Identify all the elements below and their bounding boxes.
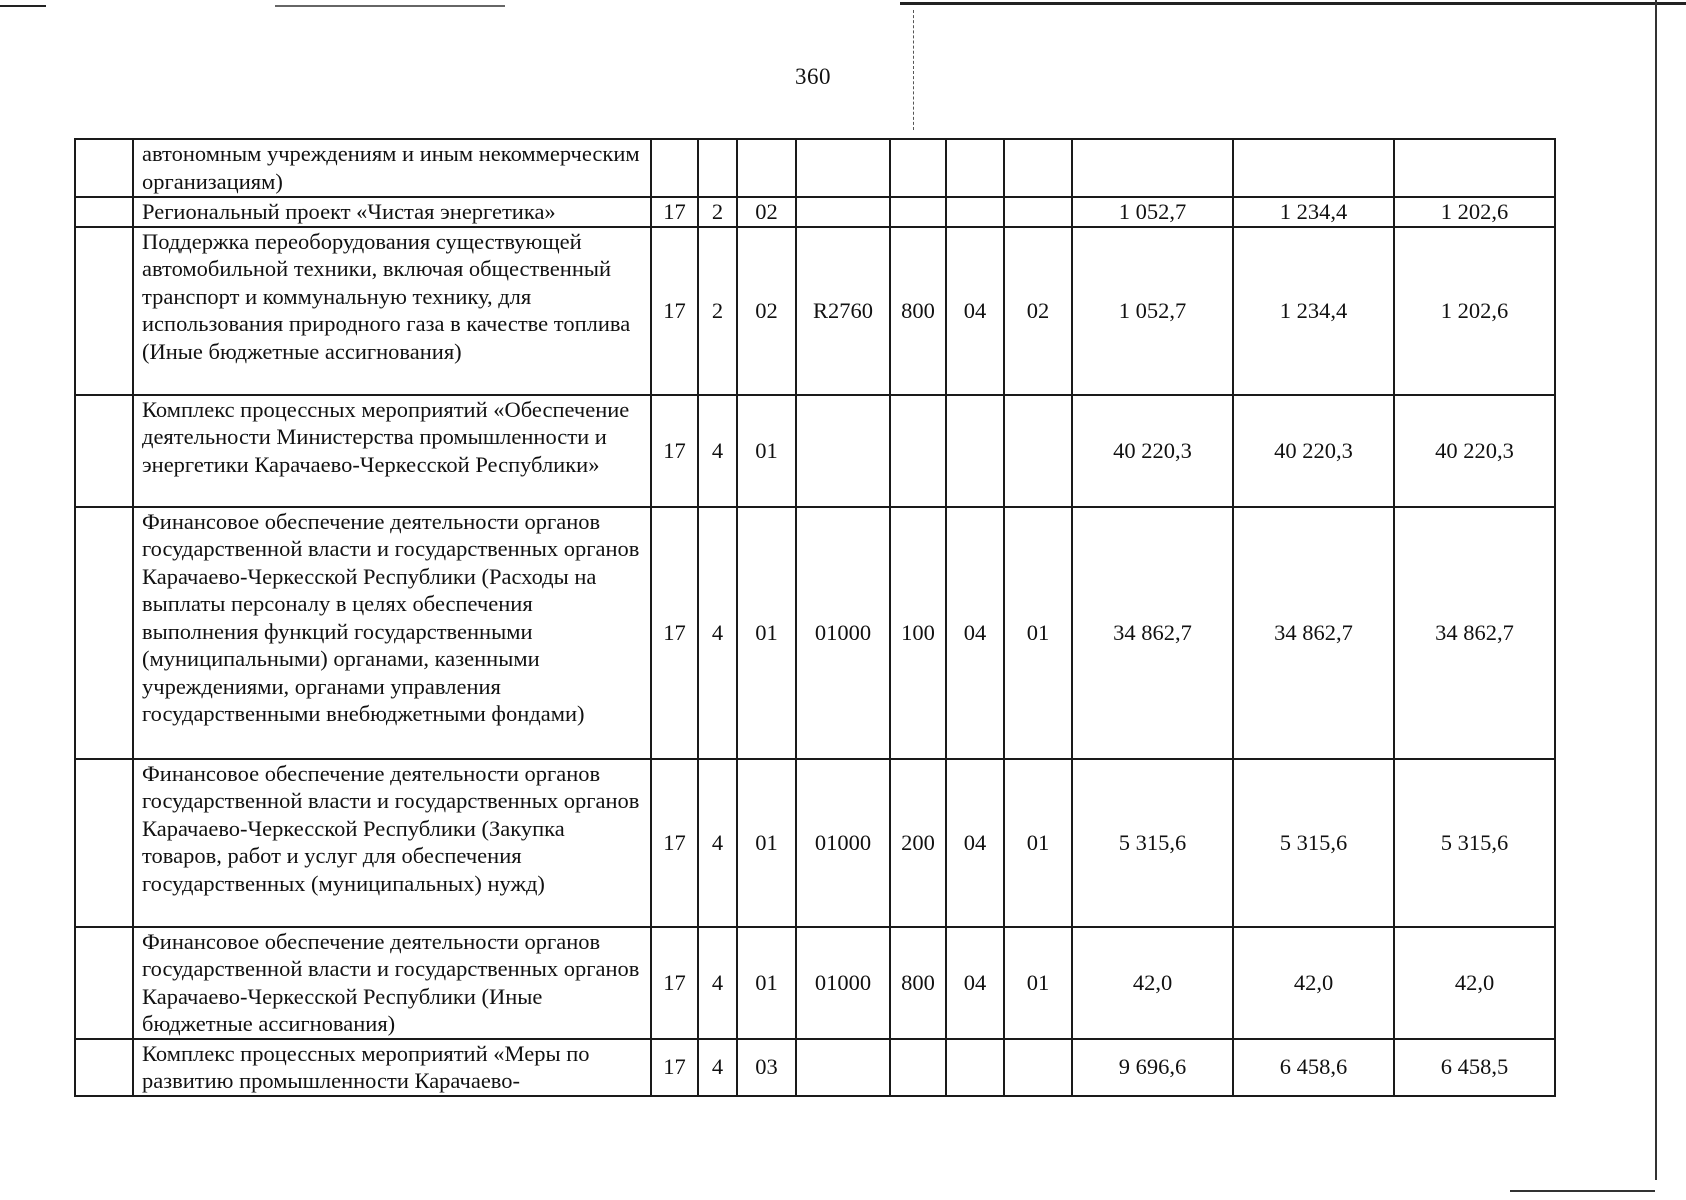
direction-code-cell: 01000 [796,507,890,759]
row-number-cell [75,139,133,197]
subprogram-code-cell: 4 [698,927,737,1039]
amount-year-1-cell: 9 696,6 [1072,1039,1233,1096]
amount-year-2-cell: 6 458,6 [1233,1039,1394,1096]
direction-code-cell [796,197,890,227]
amount-year-3-cell: 6 458,5 [1394,1039,1555,1096]
page-number: 360 [795,64,831,89]
subsection-code-cell [1004,395,1072,507]
table-row [75,1039,1555,1096]
budget-table [74,138,1556,1097]
amount-year-3-cell: 42,0 [1394,927,1555,1039]
expense-type-cell: 100 [890,507,946,759]
amount-year-3-cell: 1 202,6 [1394,227,1555,395]
subprogram-code-cell: 4 [698,507,737,759]
expense-type-cell: 200 [890,759,946,927]
amount-year-3-cell [1394,139,1555,197]
amount-year-2-cell: 5 315,6 [1233,759,1394,927]
table-row [75,759,1555,927]
table-row [75,507,1555,759]
section-code-cell [946,139,1004,197]
subprogram-code-cell: 4 [698,395,737,507]
program-code-cell: 17 [651,759,698,927]
subsection-code-cell [1004,1039,1072,1096]
subprogram-code-cell: 2 [698,227,737,395]
direction-code-cell: 01000 [796,759,890,927]
row-number-cell [75,395,133,507]
section-code-cell [946,1039,1004,1096]
subsection-code-cell: 01 [1004,507,1072,759]
section-code-cell: 04 [946,759,1004,927]
event-code-cell: 01 [737,759,796,927]
expense-type-cell: 800 [890,927,946,1039]
event-code-cell: 01 [737,507,796,759]
amount-year-3-cell: 34 862,7 [1394,507,1555,759]
direction-code-cell [796,1039,890,1096]
subsection-code-cell: 02 [1004,227,1072,395]
amount-year-2-cell: 34 862,7 [1233,507,1394,759]
table-row [75,139,1555,197]
program-code-cell: 17 [651,507,698,759]
scan-edge-mark [1510,1190,1655,1192]
expense-name-cell: Финансовое обеспечение деятельности органов государственной власти и государственных органов Карачаево-Черкесской Республики (Иные бюджетные ассигнования) [133,927,651,1039]
amount-year-3-cell: 40 220,3 [1394,395,1555,507]
event-code-cell: 02 [737,197,796,227]
row-number-cell [75,927,133,1039]
subsection-code-cell: 01 [1004,927,1072,1039]
expense-type-cell [890,139,946,197]
program-code-cell [651,139,698,197]
scan-edge-mark [1655,0,1657,1180]
amount-year-1-cell: 40 220,3 [1072,395,1233,507]
subprogram-code-cell: 4 [698,759,737,927]
amount-year-2-cell: 1 234,4 [1233,227,1394,395]
row-number-cell [75,227,133,395]
program-code-cell: 17 [651,1039,698,1096]
expense-type-cell [890,197,946,227]
amount-year-2-cell: 42,0 [1233,927,1394,1039]
subsection-code-cell [1004,197,1072,227]
amount-year-1-cell [1072,139,1233,197]
direction-code-cell [796,139,890,197]
subsection-code-cell: 01 [1004,759,1072,927]
event-code-cell: 03 [737,1039,796,1096]
amount-year-1-cell: 1 052,7 [1072,197,1233,227]
subprogram-code-cell: 2 [698,197,737,227]
program-code-cell: 17 [651,395,698,507]
expense-name-cell: Финансовое обеспечение деятельности органов государственной власти и государственных органов Карачаево-Черкесской Республики (Расходы на выплаты персоналу в целях обеспечения выполнения функций государственными (муниципальными) органами, казенными учреждениями, органами управления государственными внебюджетными фондами) [133,507,651,759]
expense-name-cell: Комплекс процессных мероприятий «Обеспечение деятельности Министерства промышленности и энергетики Карачаево-Черкесской Республики» [133,395,651,507]
event-code-cell: 01 [737,395,796,507]
amount-year-1-cell: 34 862,7 [1072,507,1233,759]
row-number-cell [75,1039,133,1096]
table-row [75,197,1555,227]
direction-code-cell: 01000 [796,927,890,1039]
row-number-cell [75,507,133,759]
direction-code-cell: R2760 [796,227,890,395]
section-code-cell [946,395,1004,507]
amount-year-1-cell: 42,0 [1072,927,1233,1039]
amount-year-3-cell: 5 315,6 [1394,759,1555,927]
row-number-cell [75,197,133,227]
scan-edge-mark [0,5,46,7]
event-code-cell [737,139,796,197]
program-code-cell: 17 [651,927,698,1039]
program-code-cell: 17 [651,197,698,227]
scan-edge-mark [275,5,505,7]
event-code-cell: 02 [737,227,796,395]
amount-year-3-cell: 1 202,6 [1394,197,1555,227]
expense-name-cell: Комплекс процессных мероприятий «Меры по развитию промышленности Карачаево- [133,1039,651,1096]
direction-code-cell [796,395,890,507]
subprogram-code-cell: 4 [698,1039,737,1096]
amount-year-2-cell: 40 220,3 [1233,395,1394,507]
table-row [75,395,1555,507]
section-code-cell: 04 [946,227,1004,395]
expense-name-cell: Финансовое обеспечение деятельности органов государственной власти и государственных органов Карачаево-Черкесской Республики (Закупка товаров, работ и услуг для обеспечения государственных (муниципальных) нужд) [133,759,651,927]
table-row [75,227,1555,395]
subprogram-code-cell [698,139,737,197]
section-code-cell [946,197,1004,227]
scan-edge-mark [900,2,1686,5]
amount-year-2-cell: 1 234,4 [1233,197,1394,227]
expense-name-cell: автономным учреждениям и иным некоммерческим организациям) [133,139,651,197]
amount-year-2-cell [1233,139,1394,197]
expense-name-cell: Поддержка переоборудования существующей автомобильной техники, включая общественный транспорт и коммунальную технику, для использования природного газа в качестве топлива (Иные бюджетные ассигнования) [133,227,651,395]
table-row [75,927,1555,1039]
program-code-cell: 17 [651,227,698,395]
expense-type-cell: 800 [890,227,946,395]
section-code-cell: 04 [946,507,1004,759]
row-number-cell [75,759,133,927]
section-code-cell: 04 [946,927,1004,1039]
expense-type-cell [890,1039,946,1096]
amount-year-1-cell: 5 315,6 [1072,759,1233,927]
expense-type-cell [890,395,946,507]
event-code-cell: 01 [737,927,796,1039]
subsection-code-cell [1004,139,1072,197]
expense-name-cell: Региональный проект «Чистая энергетика» [133,197,651,227]
amount-year-1-cell: 1 052,7 [1072,227,1233,395]
